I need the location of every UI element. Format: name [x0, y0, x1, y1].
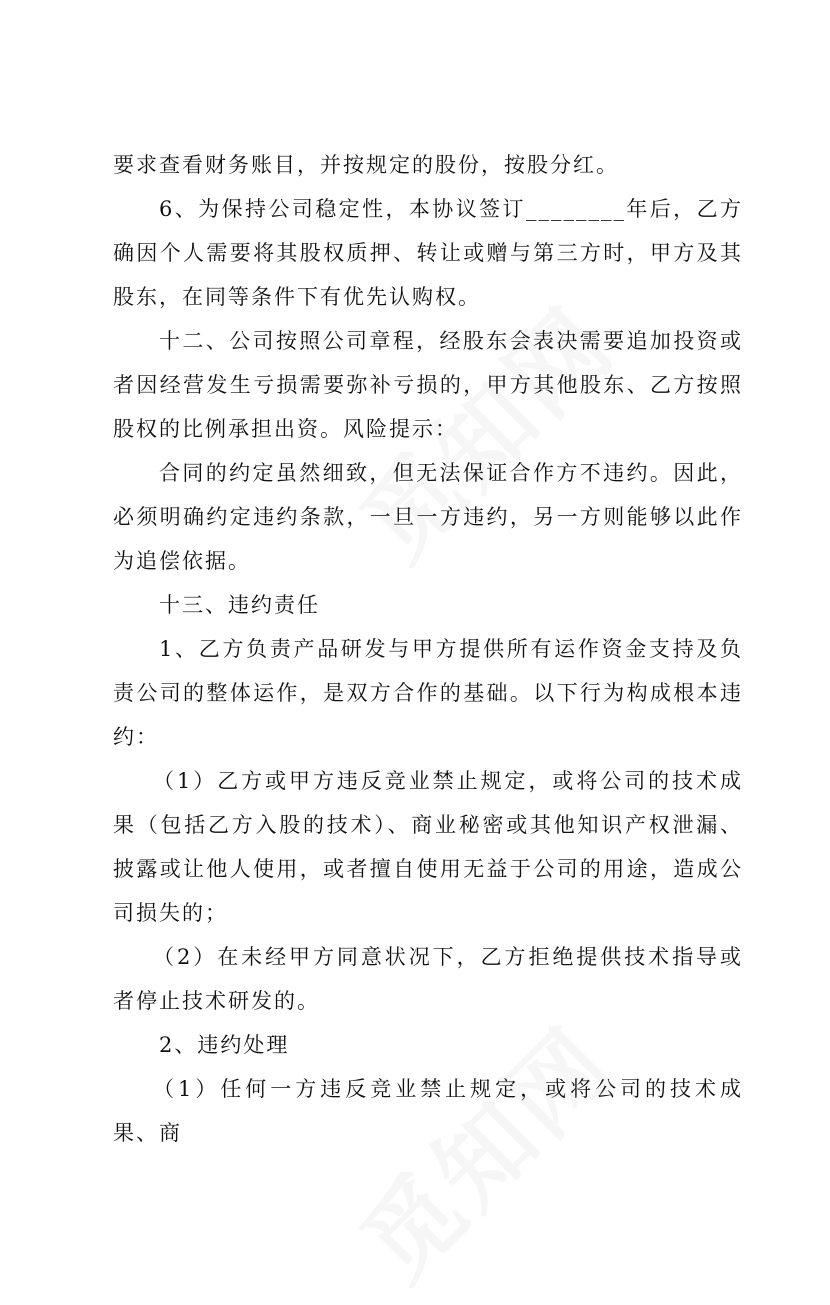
paragraph-item-1: （1）乙方或甲方违反竞业禁止规定，或将公司的技术成果（包括乙方入股的技术）、商业秘密或其他知识产权泄漏、披露或让他人使用，或者擅自使用无益于公司的用途，造成公司损失的；	[113, 769, 743, 925]
paragraph-clause-6: 6、为保持公司稳定性，本协议签订________年后，乙方确因个人需要将其股权质押、转让或赠与第三方时，甲方及其股东，在同等条件下有优先认购权。	[113, 197, 743, 309]
paragraph-continuation: 要求查看财务账目，并按规定的股份，按股分红。	[113, 153, 619, 177]
paragraph-clause-1: 1、乙方负责产品研发与甲方提供所有运作资金支持及负责公司的整体运作，是双方合作的基础。以下行为构成根本违约：	[113, 637, 743, 749]
paragraph-article-12: 十二、公司按照公司章程，经股东会表决需要追加投资或者因经营发生亏损需要弥补亏损的，甲方其他股东、乙方按照股权的比例承担出资。风险提示：	[113, 329, 743, 441]
paragraph-risk-note: 合同的约定虽然细致，但无法保证合作方不违约。因此，必须明确约定违约条款，一旦一方违约，另一方则能够以此作为追偿依据。	[113, 461, 743, 573]
heading-clause-2: 2、违约处理	[159, 1033, 290, 1057]
heading-article-13: 十三、违约责任	[159, 593, 320, 617]
document-body	[113, 143, 743, 1155]
paragraph-item-1-breach: （1）任何一方违反竞业禁止规定，或将公司的技术成果、商	[113, 1077, 743, 1145]
paragraph-item-2: （2）在未经甲方同意状况下，乙方拒绝提供技术指导或者停止技术研发的。	[113, 945, 743, 1013]
